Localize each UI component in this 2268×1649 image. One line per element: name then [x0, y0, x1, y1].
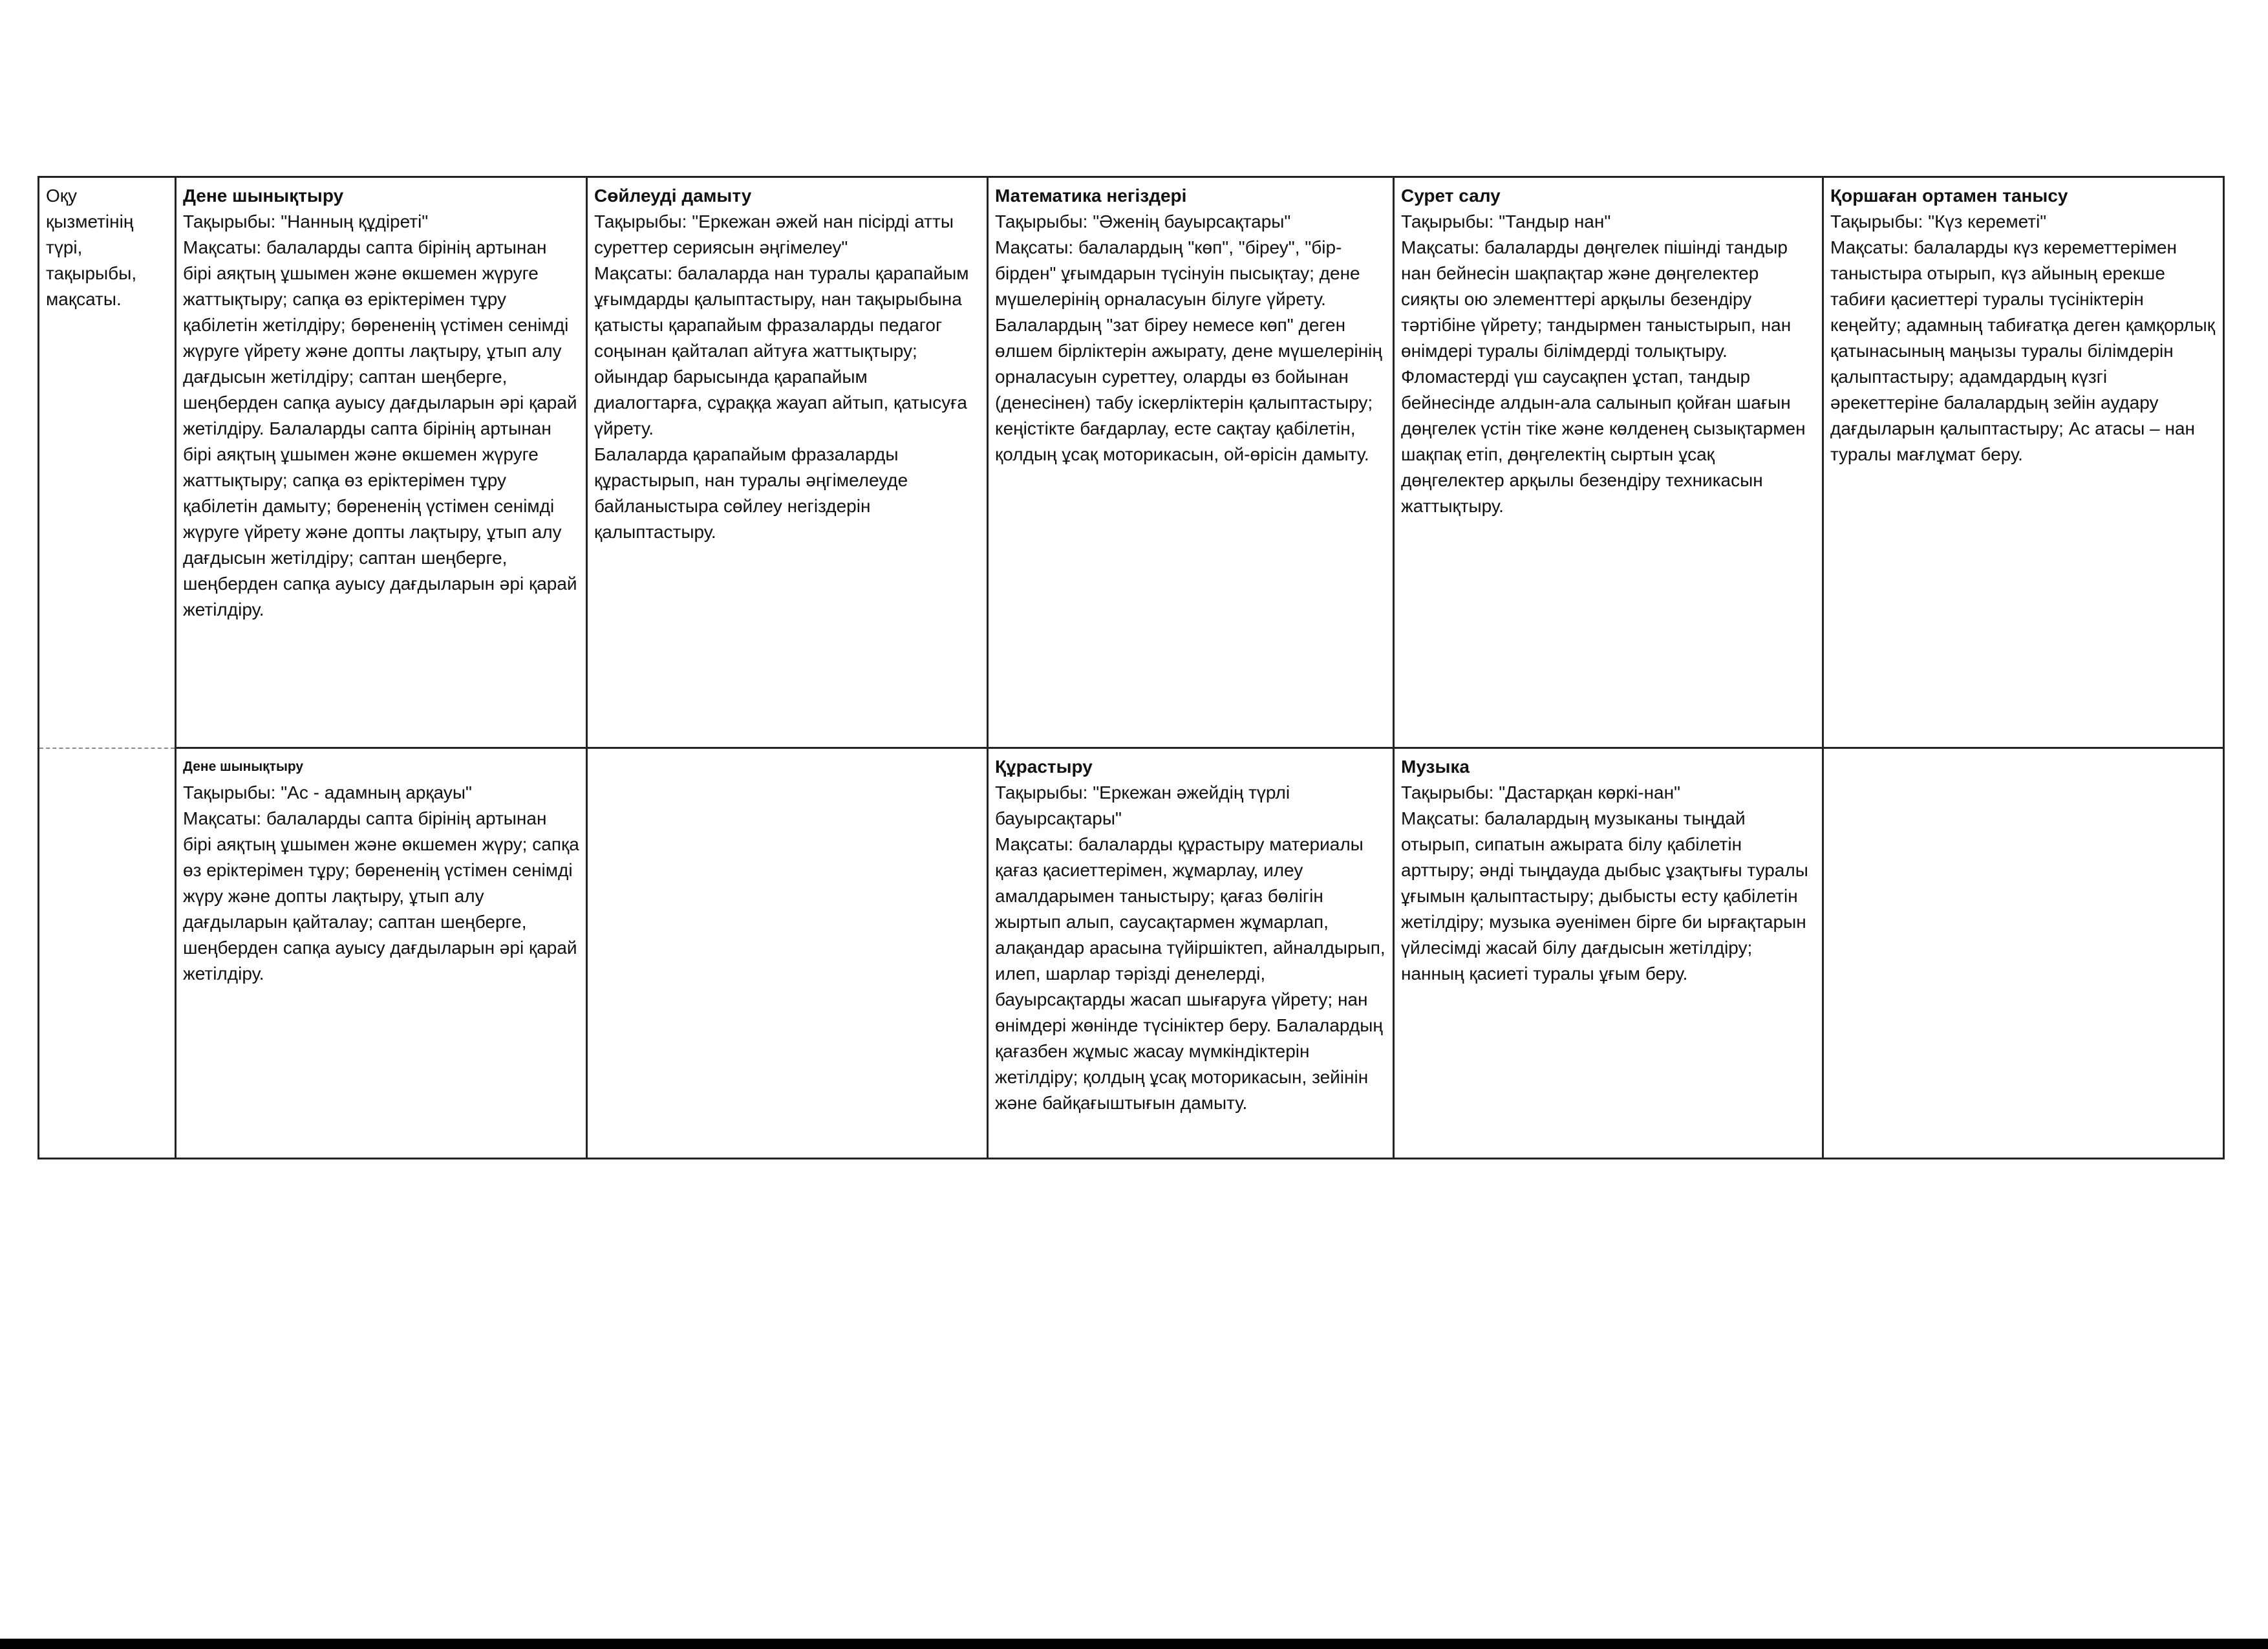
cell-speech-development: [587, 177, 988, 748]
subject-title: Сөйлеуді дамыту: [594, 186, 752, 206]
topic-text: Тақырыбы: "Еркежан әжей нан пісірді атты суреттер сериясын әңгімелеу": [594, 211, 954, 257]
left-header-text: Оқу қызметінің түрі, тақырыбы, мақсаты.: [46, 186, 137, 309]
left-header-cell: [39, 177, 176, 748]
cell-music: [1394, 748, 1823, 1159]
topic-text: Тақырыбы: "Тандыр нан": [1401, 211, 1611, 232]
topic-text: Тақырыбы: "Дастарқан көркі-нан": [1401, 782, 1681, 803]
goal-text: Мақсаты: балаларды дөңгелек пішінді тандыр нан бейнесін шақпақтар және дөңгелектер сияқты ою элементтері арқылы безендіру тәртібіне үйрету; тандырмен таныстырып, нан өнімдері туралы білімдерді толықтыру. Фломастерді үш саусақпен ұстап, тандыр бейнесінде алдын-ала салынып қойған шағын дөңгелек үстін тіке және көлденең сызықтармен шақпақ етіп, дөңгелектің сыртын ұсақ дөңгелектер арқылы безендіру техникасын жаттықтыру.: [1401, 237, 1806, 516]
goal-text: Мақсаты: балаларды сапта бірінің артынан бірі аяқтың ұшымен және өкшемен жүру; сапқа өз еріктерімен тұру; бөрененің үстімен сенімді жүру және допты лақтыру, ұтып алу дағдыларын қайталау; саптан шеңберге, шеңберден сапқа ауысу дағдыларын әрі қарай жетілдіру.: [183, 808, 579, 984]
cell-construction: [988, 748, 1394, 1159]
topic-text: Тақырыбы: "Күз кереметі": [1830, 211, 2047, 232]
subject-title: Сурет салу: [1401, 186, 1501, 206]
scan-edge-bar: [0, 1639, 2268, 1649]
empty-cell: [587, 748, 988, 1159]
lesson-plan-table: [37, 176, 2225, 1159]
subject-title: Құрастыру: [995, 757, 1093, 777]
subject-title: Дене шынықтыру: [183, 186, 344, 206]
subject-title: Дене шынықтыру: [183, 759, 304, 774]
empty-cell: [1823, 748, 2224, 1159]
subject-title: Қоршаған ортамен танысу: [1830, 186, 2068, 206]
topic-text: Тақырыбы: "Еркежан әжейдің түрлі бауырсақтары": [995, 782, 1290, 828]
topic-text: Тақырыбы: "Әженің бауырсақтары": [995, 211, 1291, 232]
extra-text: Балаларда қарапайым фразаларды құрастырып, нан туралы әңгімелеуде байланыстыра сөйлеу негіздерін қалыптастыру.: [594, 444, 908, 542]
table-row: [39, 748, 2224, 1159]
goal-text: Мақсаты: балаларды күз кереметтерімен таныстыра отырып, күз айының ерекше табиғи қасиеттері туралы түсініктерін кеңейту; адамның табиғатқа деген қамқорлық қатынасының маңызы туралы білімдерін қалыптастыру; адамдардың күзгі әрекеттеріне балалардың зейін аудару дағдыларын қалыптастыру; Ас атасы – нан туралы мағлұмат беру.: [1830, 237, 2215, 464]
cell-environment: [1823, 177, 2224, 748]
cell-math-basics: [988, 177, 1394, 748]
subject-title: Музыка: [1401, 757, 1470, 777]
goal-text: Мақсаты: балалардың "көп", "біреу", "бір-бірден" ұғымдарын түсінуін пысықтау; дене мүшелерінің орналасуын білуге үйрету. Балалардың "зат біреу немесе көп" деген өлшем бірліктерін ажырату, дене мүшелерінің орналасуын суреттеу, оларды өз бойынан (денесінен) табу іскерліктерін қалыптастыру; кеңістікте бағдарлау, есте сақтау қабілетін, қолдың ұсақ моторикасын, ой-өрісін дамыту.: [995, 237, 1382, 464]
topic-text: Тақырыбы: "Ас - адамның арқауы": [183, 782, 472, 803]
subject-title: Математика негіздері: [995, 186, 1187, 206]
cell-drawing: [1394, 177, 1823, 748]
cell-physical-education: [176, 177, 587, 748]
table-row: [39, 177, 2224, 748]
goal-text: Мақсаты: балаларды сапта бірінің артынан бірі аяқтың ұшымен және өкшемен жүруге жаттықтыру; сапқа өз еріктерімен тұру қабілетін жетілдіру; бөрененің үстімен сенімді жүруге үйрету және допты лақтыру, ұтып алу дағдысын жетілдіру; саптан шеңберге, шеңберден сапқа ауысу дағдыларын әрі қарай жетілдіру. Балаларды сапта бірінің артынан бірі аяқтың ұшымен және өкшемен жүруге жаттықтыру; сапқа өз еріктерімен тұру қабілетін дамыту; бөрененің үстімен сенімді жүруге үйрету және допты лақтыру, ұтып алу дағдысын жетілдіру; саптан шеңберге, шеңберден сапқа ауысу дағдыларын әрі қарай жетілдіру.: [183, 237, 577, 620]
goal-text: Мақсаты: балаларда нан туралы қарапайым ұғымдарды қалыптастыру, нан тақырыбына қатысты қарапайым фразаларды педагог соңынан қайталап айтуға жаттықтыру; ойындар барысында қарапайым диалогтарға, сұраққа жауап айтып, қатысуға үйрету.: [594, 263, 969, 438]
left-empty-cell: [39, 748, 176, 1159]
goal-text: Мақсаты: балалардың музыканы тыңдай отырып, сипатын ажырата білу қабілетін арттыру; әнді тыңдауда дыбыс ұзақтығы туралы ұғымын қалыптастыру; дыбысты есту қабілетін жетілдіру; музыка әуенімен бірге би ырғақтарын үйлесімді жасай білу дағдысын жетілдіру; нанның қасиеті туралы ұғым беру.: [1401, 808, 1808, 984]
topic-text: Тақырыбы: "Нанның құдіреті": [183, 211, 429, 232]
cell-physical-education-2: [176, 748, 587, 1159]
goal-text: Мақсаты: балаларды құрастыру материалы қағаз қасиеттерімен, жұмарлау, илеу амалдарымен таныстыру; қағаз бөлігін жыртып алып, саусақтармен жұмарлап, алақандар арасына түйіршіктеп, айналдырып, илеп, шарлар тәрізді денелерді, бауырсақтарды жасап шығаруға үйрету; нан өнімдері жөнінде түсініктер беру. Балалардың қағазбен жұмыс жасау мүмкіндіктерін жетілдіру; қолдың ұсақ моторикасын, зейінін және байқағыштығын дамыту.: [995, 834, 1385, 1113]
